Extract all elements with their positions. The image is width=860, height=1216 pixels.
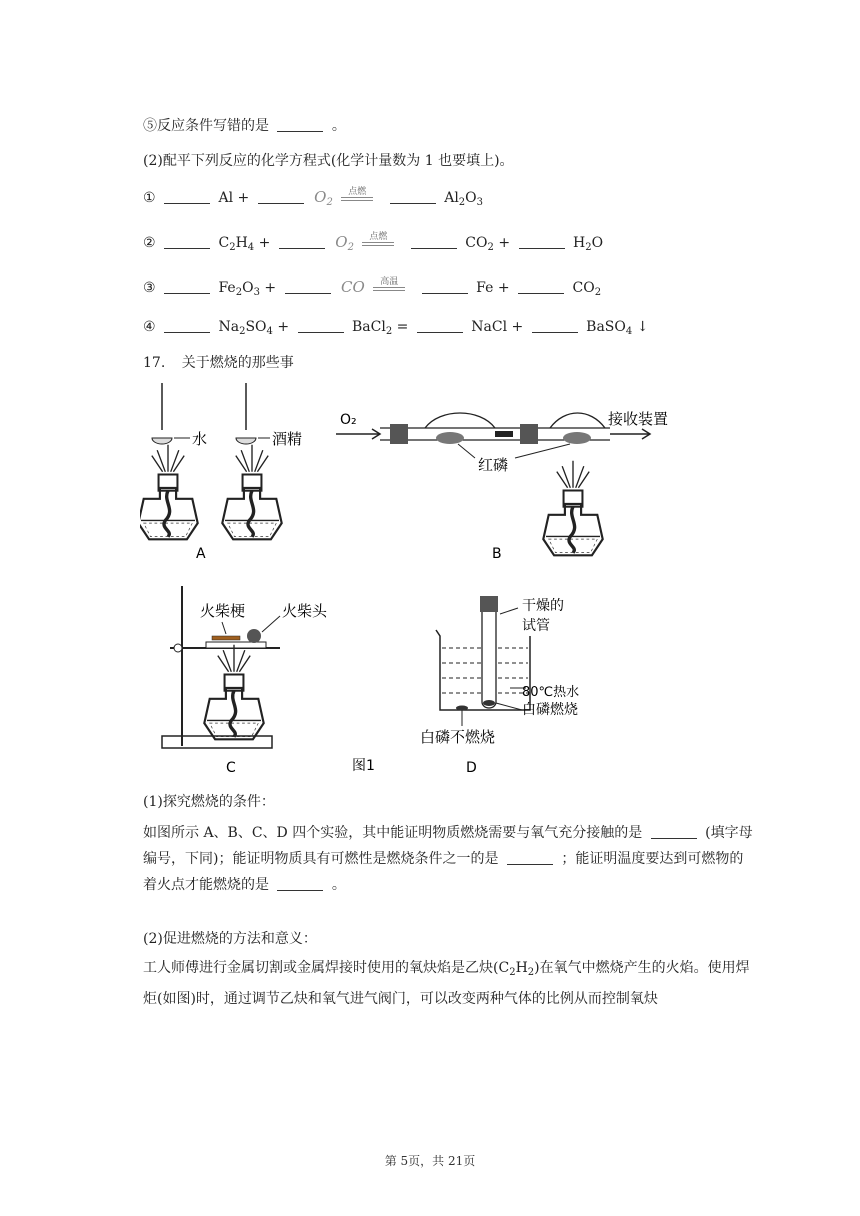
label-hot-water: 80℃热水: [522, 685, 580, 700]
label-water: 水: [192, 430, 208, 448]
eq-number: ①: [143, 190, 156, 206]
answer-blank[interactable]: [277, 876, 323, 891]
caption-figure: 图1: [352, 758, 375, 774]
reaction-condition: 点燃: [360, 233, 396, 251]
question-title: 关于燃烧的那些事: [181, 355, 294, 371]
experiment-figure: [140, 378, 720, 778]
eq-number: ③: [143, 280, 156, 296]
setup-d: [420, 596, 579, 776]
q16-part2-heading: (2)配平下列反应的化学方程式(化学计量数为 1 也要填上)。: [143, 153, 514, 169]
gas-reactant: $O_2$: [314, 188, 333, 208]
reactant: Al +: [218, 190, 250, 206]
question-17-header: [143, 352, 294, 372]
equation-1: [143, 188, 483, 208]
coef-blank[interactable]: [390, 189, 436, 204]
label-white-p-not-burn: 白磷不燃烧: [420, 728, 496, 746]
caption-d: D: [466, 760, 477, 776]
reaction-condition: 高温: [371, 278, 407, 296]
q17-part1-heading: (1)探究燃烧的条件：: [143, 794, 275, 810]
setup-a: [140, 383, 302, 562]
equation-4: [143, 318, 648, 337]
reactant: $Fe_2O_3$ +: [218, 280, 277, 298]
q17-part1-text: 如图所示 A、B、C、D 四个实验，其中能证明物质燃烧需要与氧气充分接触的是 (填字母编号，下同)；能证明物质具有可燃性是燃烧条件之一的是 ；能证明温度要达到可燃物的着火点才能燃烧的是 。: [143, 825, 753, 893]
coef-blank[interactable]: [258, 189, 304, 204]
q16-item5: [143, 115, 346, 135]
q17-part2-heading: (2)促进燃烧的方法和意义：: [143, 931, 317, 947]
question-number: 17.: [143, 355, 166, 371]
caption-b: B: [492, 546, 502, 562]
q16-item5-prefix: ⑤反应条件写错的是: [143, 118, 269, 134]
page-footer: 第 5页，共 21页: [384, 1154, 476, 1168]
coef-blank[interactable]: [417, 318, 463, 333]
setup-b: [336, 410, 720, 562]
equation-2: [143, 233, 603, 253]
coef-blank[interactable]: [532, 318, 578, 333]
equation-3: [143, 278, 601, 298]
coef-blank[interactable]: [518, 279, 564, 294]
coef-blank[interactable]: [279, 234, 325, 249]
label-receiver: 接收装置: [608, 410, 669, 428]
label-match-head: 火柴头: [282, 602, 328, 620]
answer-blank[interactable]: [507, 850, 553, 865]
coef-blank[interactable]: [519, 234, 565, 249]
label-matchstick: 火柴梗: [200, 602, 246, 620]
product: $H_2O$: [572, 235, 604, 253]
product: $CO_2$: [572, 280, 602, 298]
label-dry-tube-1: 干燥的: [522, 598, 564, 614]
coef-blank[interactable]: [298, 318, 344, 333]
gas-reactant: $O_2$: [335, 233, 354, 253]
caption-a: A: [196, 546, 206, 562]
gas-reactant: CO: [341, 278, 365, 296]
product: $Al_2O_3$: [444, 190, 484, 208]
reaction-condition: 点燃: [339, 188, 375, 206]
coef-blank[interactable]: [422, 279, 468, 294]
product: NaCl +: [471, 319, 524, 335]
answer-blank[interactable]: [651, 824, 697, 839]
product: $CO_2$ +: [465, 235, 511, 253]
coef-blank[interactable]: [164, 279, 210, 294]
label-alcohol: 酒精: [272, 430, 303, 448]
label-dry-tube-2: 试管: [522, 618, 550, 634]
reactant: $C_2H_4$ +: [218, 235, 271, 253]
coef-blank[interactable]: [164, 189, 210, 204]
reactant: $Na_2SO_4$ +: [218, 319, 290, 337]
coef-blank[interactable]: [411, 234, 457, 249]
q17-part2-text: 工人师傅进行金属切割或金属焊接时使用的氧炔焰是乙炔$(C_2H_2)$在氧气中燃烧产生的火焰。使用焊炬(如图)时，通过调节乙炔和氧气进气阀门，可以改变两种气体的比例从而控制氧炔: [143, 960, 750, 1007]
label-white-p-burns: 白磷燃烧: [522, 702, 578, 718]
q16-item5-suffix: 。: [331, 118, 346, 134]
product: Fe +: [476, 280, 510, 296]
label-o2: O₂: [340, 412, 357, 428]
coef-blank[interactable]: [164, 234, 210, 249]
caption-c: C: [226, 760, 236, 776]
coef-blank[interactable]: [285, 279, 331, 294]
label-red-phosphorus: 红磷: [478, 456, 509, 474]
coef-blank[interactable]: [164, 318, 210, 333]
eq-number: ④: [143, 319, 156, 335]
setup-c: [162, 586, 375, 776]
product: BaSO$_4$ ↓: [586, 319, 649, 337]
eq-number: ②: [143, 235, 156, 251]
answer-blank[interactable]: [277, 117, 323, 132]
reactant: BaCl$_2$ =: [352, 319, 409, 337]
